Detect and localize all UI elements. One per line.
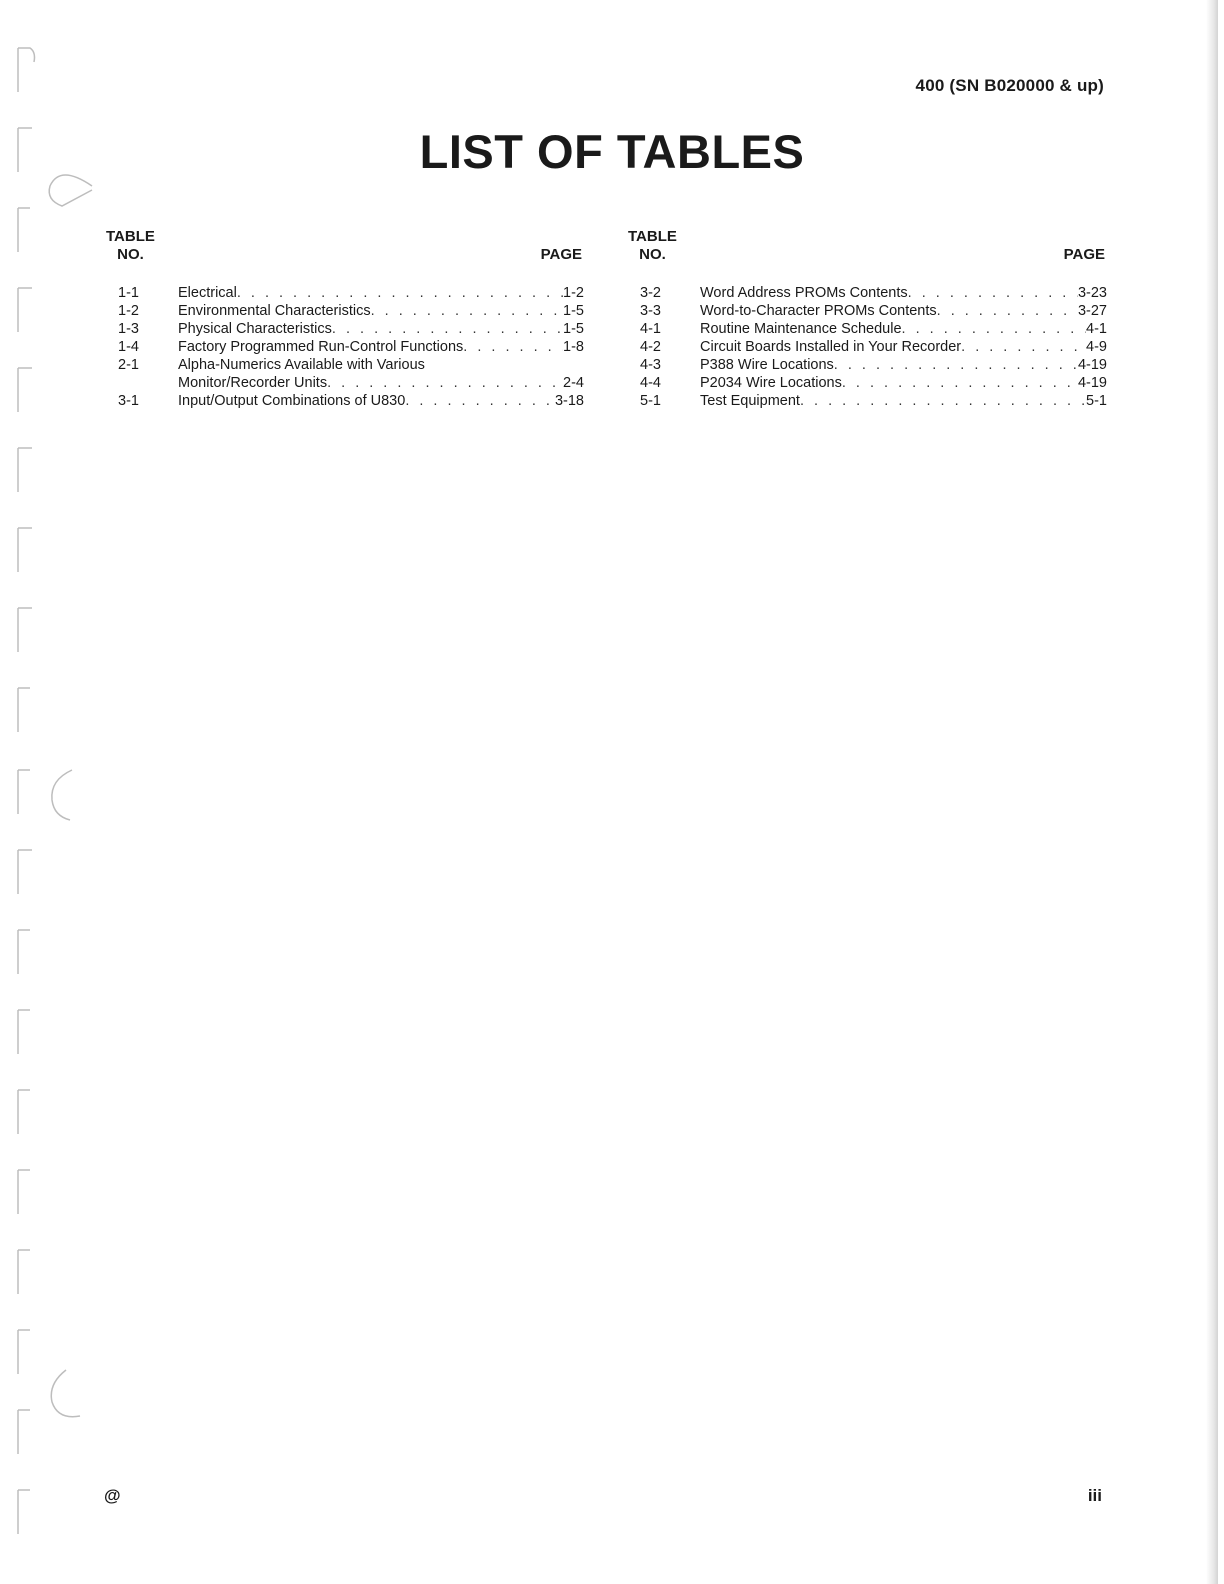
page-number: 2-4 bbox=[563, 375, 584, 391]
table-title: P388 Wire Locations bbox=[700, 357, 834, 373]
table-entry[interactable] bbox=[106, 392, 584, 410]
footer-mark: @ bbox=[104, 1486, 121, 1505]
table-entry[interactable] bbox=[106, 284, 584, 302]
table-entry[interactable] bbox=[106, 338, 584, 356]
table-number: 4-3 bbox=[640, 357, 661, 373]
table-number: 3-2 bbox=[640, 285, 661, 301]
dot-leader bbox=[405, 392, 555, 410]
table-entry[interactable] bbox=[106, 320, 584, 338]
page-number: 1-8 bbox=[563, 339, 584, 355]
dot-leader bbox=[961, 338, 1086, 356]
page-edge-shadow bbox=[1206, 0, 1218, 1584]
table-entry[interactable] bbox=[628, 320, 1107, 338]
model-header: 400 (SN B020000 & up) bbox=[915, 76, 1104, 95]
table-title: Word Address PROMs Contents bbox=[700, 285, 908, 301]
table-list-column-left bbox=[106, 228, 584, 410]
page-number: 4-1 bbox=[1086, 321, 1107, 337]
table-number: 4-1 bbox=[640, 321, 661, 337]
table-title: Factory Programmed Run-Control Functions bbox=[178, 339, 464, 355]
table-number: 1-4 bbox=[118, 339, 139, 355]
table-list-column-right bbox=[628, 228, 1107, 410]
table-number: 3-3 bbox=[640, 303, 661, 319]
table-title: Physical Characteristics bbox=[178, 321, 332, 337]
table-entry[interactable] bbox=[628, 302, 1107, 320]
table-entry[interactable] bbox=[628, 374, 1107, 392]
table-title: Alpha-Numerics Available with Various bbox=[178, 357, 425, 373]
page-number: 1-2 bbox=[563, 285, 584, 301]
table-number: 4-2 bbox=[640, 339, 661, 355]
page-number: 1-5 bbox=[563, 303, 584, 319]
table-title: Electrical bbox=[178, 285, 237, 301]
table-number: 1-1 bbox=[118, 285, 139, 301]
column-header bbox=[628, 228, 1107, 284]
page-title: LIST OF TABLES bbox=[419, 125, 805, 178]
table-title: Input/Output Combinations of U830 bbox=[178, 393, 406, 409]
table-number: 4-4 bbox=[640, 375, 661, 391]
dot-leader bbox=[463, 338, 563, 356]
page-heading: PAGE bbox=[1063, 246, 1105, 263]
table-number: 5-1 bbox=[640, 393, 661, 409]
dot-leader bbox=[834, 356, 1078, 374]
page-number: 4-9 bbox=[1086, 339, 1107, 355]
dot-leader bbox=[332, 320, 563, 338]
table-title: Test Equipment bbox=[700, 393, 800, 409]
dot-leader bbox=[800, 392, 1086, 410]
table-title: Circuit Boards Installed in Your Recorder bbox=[700, 339, 962, 355]
page-number: 4-19 bbox=[1077, 375, 1107, 391]
table-entry[interactable] bbox=[628, 338, 1107, 356]
dot-leader bbox=[237, 284, 563, 302]
dot-leader bbox=[842, 374, 1078, 392]
table-entry[interactable] bbox=[628, 356, 1107, 374]
binder-hole-marks bbox=[0, 0, 110, 1584]
dot-leader bbox=[902, 320, 1087, 338]
page-number: 4-19 bbox=[1077, 357, 1107, 373]
table-entry[interactable] bbox=[106, 302, 584, 320]
page-number: 5-1 bbox=[1086, 393, 1107, 409]
page-number: 1-5 bbox=[563, 321, 584, 337]
column-header bbox=[106, 228, 584, 284]
table-title: Routine Maintenance Schedule bbox=[700, 321, 902, 337]
page-number: 3-27 bbox=[1077, 303, 1107, 319]
table-title-continued: Monitor/Recorder Units bbox=[178, 375, 328, 391]
table-number: 2-1 bbox=[118, 357, 139, 373]
dot-leader bbox=[937, 302, 1078, 320]
dot-leader bbox=[908, 284, 1078, 302]
table-title: Environmental Characteristics bbox=[178, 303, 371, 319]
page-heading: PAGE bbox=[540, 246, 582, 263]
table-no-heading: TABLE NO. bbox=[628, 228, 677, 263]
table-title: Word-to-Character PROMs Contents bbox=[700, 303, 937, 319]
table-no-heading: TABLE NO. bbox=[106, 228, 155, 263]
dot-leader bbox=[371, 302, 563, 320]
table-number: 1-2 bbox=[118, 303, 139, 319]
table-number: 1-3 bbox=[118, 321, 139, 337]
page-number: 3-18 bbox=[554, 393, 584, 409]
table-entry[interactable] bbox=[628, 284, 1107, 302]
table-entry[interactable] bbox=[106, 356, 584, 392]
table-title: P2034 Wire Locations bbox=[700, 375, 842, 391]
table-number: 3-1 bbox=[118, 393, 139, 409]
dot-leader bbox=[327, 374, 563, 392]
page-folio: iii bbox=[1087, 1486, 1102, 1505]
page-number: 3-23 bbox=[1077, 285, 1107, 301]
table-entry[interactable] bbox=[628, 392, 1107, 410]
